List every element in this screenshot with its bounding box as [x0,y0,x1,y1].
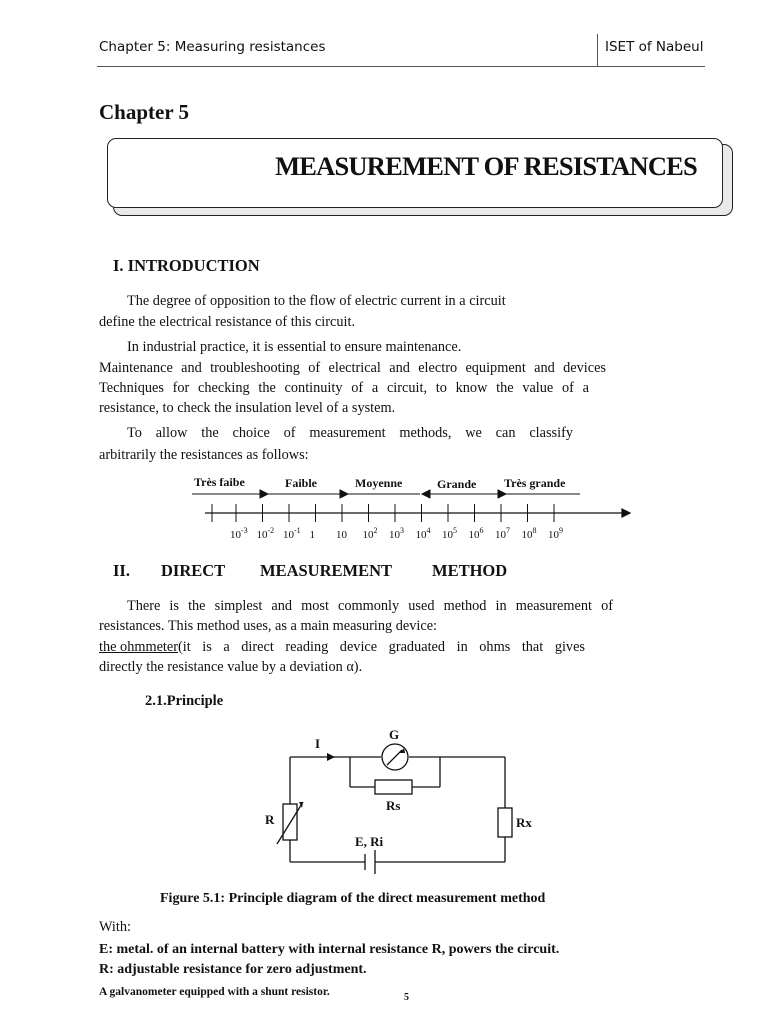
ohmmeter-description: (it is a direct reading device graduated in ohms that gives [178,639,585,655]
paragraph-line: resistance, to check the insulation level of a system. [99,400,396,416]
current-label: I [315,736,321,751]
scale-tick-label: $10^8$ [521,526,537,541]
paragraph-line: define the electrical resistance of this circuit. [99,314,356,330]
section-2-heading-word: DIRECT [161,561,226,580]
scale-tick-label: $10^2$ [362,526,378,541]
principle-subheading: 2.1.Principle [145,693,224,709]
scale-tick-label: $10^7$ [495,526,510,541]
paragraph-line: To allow the choice of measurement methods, we can classify [127,425,573,441]
chapter-title: MEASUREMENT OF RESISTANCES [275,151,697,181]
axis-arrow-head [622,509,630,517]
paragraph-line [99,639,585,656]
section-2-heading-word: MEASUREMENT [260,561,393,580]
galvanometer-label: G [389,727,400,742]
header-institution: ISET of Nabeul [605,39,704,55]
chapter-label: Chapter 5 [99,100,190,124]
scale-axis [205,509,630,517]
current-arrow-head [327,753,335,761]
scale-tick-label: 10 [336,529,347,541]
scale-tick-label: $10^5$ [442,526,457,541]
paragraph-line: Maintenance and troubleshooting of electrical and electro equipment and devices [99,360,606,376]
header-separator [597,34,598,67]
with-label: With: [99,919,131,935]
scale-tick-label: $10^{-3}$ [230,526,248,541]
scale-category-label: Grande [437,477,477,491]
battery-label: E, Ri [355,834,384,849]
definition-r: R: adjustable resistance for zero adjustment. [99,962,367,977]
unknown-resistor-label: Rx [516,815,532,830]
header-rule [97,66,705,67]
paragraph-line: arbitrarily the resistances as follows: [99,447,309,463]
galvanometer-note: A galvanometer equipped with a shunt resistor. [99,986,330,998]
scale-category-label: Très grande [504,476,566,490]
circuit-diagram [255,722,545,882]
shunt-resistor-label: Rs [386,798,401,813]
scale-tick-label: $10^6$ [468,526,484,541]
ohmmeter-term: the ohmmeter [99,639,179,655]
paragraph-line: The degree of opposition to the flow of electric current in a circuit [127,293,506,309]
page-number: 5 [404,992,409,1003]
arrow-head [340,490,348,498]
scale-tick-label: $10^3$ [389,526,404,541]
section-2-heading-word: METHOD [432,561,508,580]
header-chapter-title: Chapter 5: Measuring resistances [99,39,326,55]
resistance-scale-diagram [180,466,640,546]
arrow-head [422,490,430,498]
scale-category-label: Très faibe [194,475,245,489]
arrow-head [498,490,506,498]
definition-e: E: metal. of an internal battery with internal resistance R, powers the circuit. [99,942,560,957]
scale-tick-label: $10^9$ [548,526,563,541]
galvanometer-needle [387,750,402,765]
section-2-number: II. [113,561,130,580]
scale-tick-label: $10^{-1}$ [283,526,301,541]
scale-tick-label: $10^{-2}$ [256,526,275,541]
variable-resistor-arrow [277,802,303,844]
variable-resistor-label: R [265,812,275,827]
paragraph-line: There is the simplest and most commonly used method in measurement of [127,598,613,614]
section-1-heading: I. INTRODUCTION [113,256,260,275]
shunt-resistor [375,780,412,794]
paragraph-line: directly the resistance value by a deviation α). [99,659,363,675]
scale-category-label: Faible [285,476,317,490]
paragraph-line: Techniques for checking the continuity of a circuit, to know the value of a [99,380,589,396]
arrow-head [260,490,268,498]
scale-range-arrows [192,490,580,498]
scale-tick-label: 1 [309,529,315,541]
figure-caption: Figure 5.1: Principle diagram of the direct measurement method [160,891,546,906]
unknown-resistor [498,808,512,837]
paragraph-line: resistances. This method uses, as a main measuring device: [99,618,438,634]
scale-tick-labels [230,526,563,541]
scale-category-label: Moyenne [355,476,403,490]
scale-tick-label: $10^4$ [415,526,431,541]
paragraph-line: In industrial practice, it is essential to ensure maintenance. [127,339,462,355]
